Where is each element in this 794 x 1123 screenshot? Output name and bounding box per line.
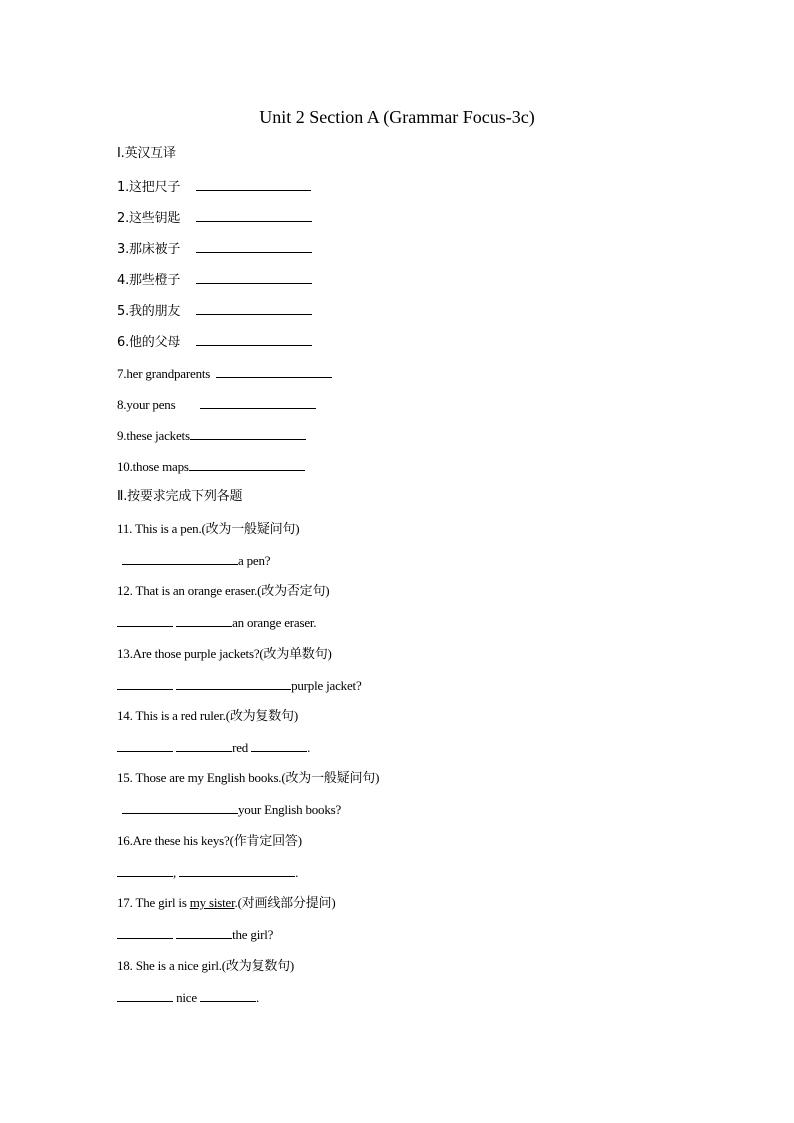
answer-blank[interactable] <box>122 801 238 814</box>
question-14-prompt: 14. This is a red ruler.(改为复数句) <box>117 708 298 723</box>
question-11-answer <box>122 552 270 569</box>
question-12-prompt: 12. That is an orange eraser.(改为否定句) <box>117 583 330 598</box>
item-label: 6.他的父母 <box>117 335 181 350</box>
item-label: 2.这些钥匙 <box>117 211 181 226</box>
question-18-answer <box>117 989 259 1006</box>
answer-blank[interactable] <box>122 552 238 565</box>
item-label: 4.那些橙子 <box>117 273 181 288</box>
answer-text: an orange eraser. <box>232 615 317 630</box>
answer-blank[interactable] <box>176 739 232 752</box>
answer-blank[interactable] <box>117 926 173 939</box>
list-item <box>117 302 312 320</box>
list-item <box>117 333 312 351</box>
answer-blank[interactable] <box>176 614 232 627</box>
answer-text: a pen? <box>238 553 271 568</box>
answer-blank[interactable] <box>196 240 312 253</box>
item-label: 9.these jackets <box>117 428 190 443</box>
question-11-prompt: 11. This is a pen.(改为一般疑问句) <box>117 521 300 536</box>
underlined-phrase: my sister <box>189 895 235 910</box>
question-15-answer <box>122 801 341 818</box>
item-label: 3.那床被子 <box>117 242 181 257</box>
item-label: 10.those maps <box>117 459 189 474</box>
answer-blank[interactable] <box>200 989 256 1002</box>
answer-blank[interactable] <box>196 302 312 315</box>
question-12-answer <box>117 614 316 631</box>
answer-blank[interactable] <box>117 864 173 877</box>
answer-text: red <box>232 740 249 755</box>
answer-blank[interactable] <box>117 739 173 752</box>
question-16-prompt: 16.Are these his keys?(作肯定回答) <box>117 833 302 848</box>
answer-text: . <box>307 740 311 755</box>
answer-blank[interactable] <box>117 677 173 690</box>
answer-blank[interactable] <box>117 989 173 1002</box>
list-item <box>117 271 312 289</box>
question-14-answer <box>117 739 310 756</box>
list-item <box>117 427 306 444</box>
section-2-heading: Ⅱ.按要求完成下列各题 <box>117 489 243 504</box>
answer-blank[interactable] <box>251 739 307 752</box>
question-17-prompt <box>117 895 335 911</box>
answer-text: , <box>173 865 177 880</box>
answer-text: the girl? <box>232 927 274 942</box>
prompt-text: .(对画线部分提问) <box>234 895 336 910</box>
list-item <box>117 209 312 227</box>
list-item <box>117 458 305 475</box>
answer-blank[interactable] <box>196 333 312 346</box>
answer-blank[interactable] <box>176 926 232 939</box>
list-item <box>117 240 312 258</box>
question-17-answer <box>117 926 273 943</box>
answer-blank[interactable] <box>176 677 291 690</box>
answer-text: your English books? <box>238 802 342 817</box>
answer-blank[interactable] <box>189 458 305 471</box>
list-item <box>117 178 311 196</box>
list-item <box>117 365 332 382</box>
answer-text: . <box>295 865 299 880</box>
question-13-prompt: 13.Are those purple jackets?(改为单数句) <box>117 646 332 661</box>
answer-blank[interactable] <box>216 365 332 378</box>
page-title: Unit 2 Section A (Grammar Focus-3c) <box>259 107 535 127</box>
answer-blank[interactable] <box>196 209 312 222</box>
question-18-prompt: 18. She is a nice girl.(改为复数句) <box>117 958 295 973</box>
answer-text: nice <box>176 990 197 1005</box>
answer-text: purple jacket? <box>291 678 362 693</box>
prompt-text: 17. The girl is <box>117 895 190 910</box>
answer-text: . <box>255 990 260 1005</box>
question-15-prompt: 15. Those are my English books.(改为一般疑问句) <box>117 770 380 785</box>
answer-blank[interactable] <box>200 396 316 409</box>
list-item <box>117 396 316 413</box>
answer-blank[interactable] <box>196 178 311 191</box>
question-16-answer <box>117 864 298 881</box>
answer-blank[interactable] <box>117 614 173 627</box>
answer-blank[interactable] <box>190 427 306 440</box>
item-label: 8.your pens <box>117 397 176 412</box>
item-label: 5.我的朋友 <box>117 304 181 319</box>
section-1-heading: Ⅰ.英汉互译 <box>117 146 176 161</box>
answer-blank[interactable] <box>196 271 312 284</box>
question-13-answer <box>117 677 362 694</box>
item-label: 7.her grandparents <box>117 366 211 381</box>
item-label: 1.这把尺子 <box>117 180 181 195</box>
answer-blank[interactable] <box>179 864 295 877</box>
